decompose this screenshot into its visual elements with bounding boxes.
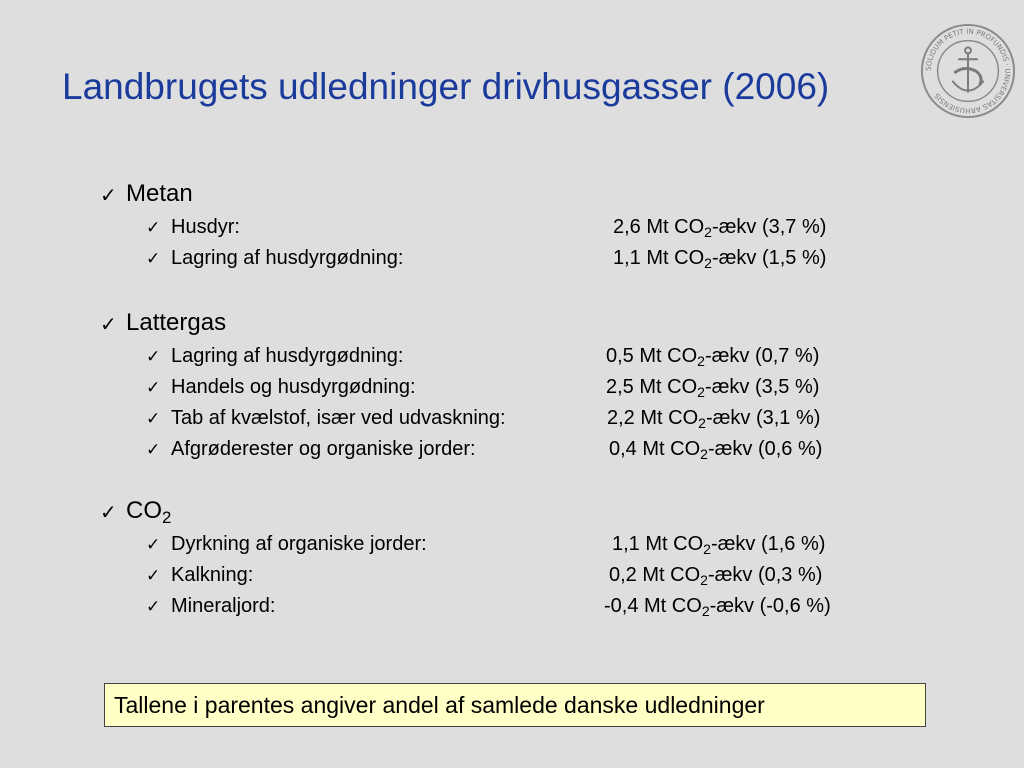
emission-share: (-0,6 %)	[759, 595, 831, 617]
emission-label: Afgrøderester og organiske jorder:	[171, 438, 476, 460]
emission-amount: -0,4	[604, 595, 639, 617]
unit-suffix: -ækv	[709, 595, 760, 617]
emission-amount: 0,5	[606, 345, 634, 367]
checkmark-icon: ✓	[146, 597, 161, 617]
emission-amount: 2,6	[613, 216, 641, 238]
emission-label: Kalkning:	[171, 564, 254, 586]
unit-suffix: -ækv	[704, 345, 755, 367]
unit-prefix: Mt CO	[639, 533, 704, 555]
section-heading-text: CO	[126, 497, 162, 524]
checkmark-icon: ✓	[146, 347, 161, 367]
unit-prefix: Mt CO	[636, 438, 701, 460]
unit-suffix: -ækv	[705, 407, 756, 429]
footnote-box: Tallene i parentes angiver andel af samlede danske udledninger	[104, 683, 926, 727]
emission-share: (1,5 %)	[761, 247, 827, 269]
checkmark-icon: ✓	[146, 535, 161, 555]
unit-prefix: Mt CO	[640, 247, 705, 269]
emission-value	[609, 564, 822, 587]
section-heading-label	[126, 497, 172, 528]
checkmark-icon: ✓	[100, 312, 117, 336]
unit-subscript: 2	[697, 353, 705, 370]
emission-amount: 1,1	[613, 247, 641, 269]
emission-amount: 2,2	[607, 407, 635, 429]
emission-value	[606, 345, 819, 368]
emission-share: (3,7 %)	[761, 216, 827, 238]
emission-amount: 2,5	[606, 376, 634, 398]
unit-suffix: -ækv	[711, 216, 762, 238]
unit-subscript: 2	[704, 255, 712, 272]
emission-value	[613, 216, 826, 239]
emission-share: (0,6 %)	[757, 438, 823, 460]
section-heading-subscript: 2	[162, 508, 172, 528]
emission-share: (3,5 %)	[754, 376, 820, 398]
emission-share: (0,7 %)	[754, 345, 820, 367]
emission-label: Handels og husdyrgødning:	[171, 376, 416, 398]
emission-label: Lagring af husdyrgødning:	[171, 345, 404, 367]
slide-title: Landbrugets udledninger drivhusgasser (2006)	[62, 66, 830, 107]
emission-share: (3,1 %)	[755, 407, 821, 429]
emission-value	[606, 376, 819, 399]
unit-prefix: Mt CO	[638, 595, 702, 617]
emission-label: Tab af kvælstof, især ved udvaskning:	[171, 407, 506, 429]
section-heading-label	[126, 309, 226, 337]
checkmark-icon: ✓	[146, 218, 161, 238]
emission-share: (1,6 %)	[760, 533, 826, 555]
unit-prefix: Mt CO	[633, 345, 698, 367]
unit-subscript: 2	[704, 224, 712, 241]
unit-subscript: 2	[701, 603, 710, 620]
unit-subscript: 2	[703, 541, 711, 558]
emission-label: Husdyr:	[171, 216, 240, 238]
section-heading-text: Lattergas	[126, 309, 227, 336]
unit-subscript: 2	[700, 446, 708, 463]
checkmark-icon: ✓	[146, 409, 161, 429]
emission-amount: 1,1	[612, 533, 640, 555]
emission-amount: 0,4	[609, 438, 637, 460]
unit-suffix: -ækv	[704, 376, 755, 398]
emission-value	[612, 533, 825, 556]
unit-subscript: 2	[698, 415, 706, 432]
unit-suffix: -ækv	[707, 438, 758, 460]
emission-label: Mineraljord:	[171, 595, 276, 617]
unit-prefix: Mt CO	[636, 564, 701, 586]
emission-amount: 0,2	[609, 564, 637, 586]
unit-subscript: 2	[700, 572, 708, 589]
unit-suffix: -ækv	[711, 247, 762, 269]
emission-value	[604, 595, 831, 618]
seal-ring-text: SOLIDUM PETIT IN PROFUNDIS · UNIVERSITAS ARHUSIENSIS	[923, 26, 1013, 116]
checkmark-icon: ✓	[146, 566, 161, 586]
emission-value	[609, 438, 822, 461]
emission-label: Dyrkning af organiske jorder:	[171, 533, 427, 555]
emission-value	[613, 247, 826, 270]
unit-suffix: -ækv	[710, 533, 761, 555]
unit-prefix: Mt CO	[634, 407, 699, 429]
section-heading-label	[126, 180, 193, 208]
unit-subscript: 2	[697, 384, 705, 401]
unit-prefix: Mt CO	[640, 216, 705, 238]
checkmark-icon: ✓	[100, 183, 117, 207]
unit-prefix: Mt CO	[633, 376, 698, 398]
checkmark-icon: ✓	[146, 440, 161, 460]
emission-share: (0,3 %)	[757, 564, 823, 586]
checkmark-icon: ✓	[146, 378, 161, 398]
emission-value	[607, 407, 820, 430]
unit-suffix: -ækv	[707, 564, 758, 586]
checkmark-icon: ✓	[100, 500, 117, 524]
emission-label: Lagring af husdyrgødning:	[171, 247, 404, 269]
checkmark-icon: ✓	[146, 249, 161, 269]
section-heading-text: Metan	[126, 180, 193, 207]
